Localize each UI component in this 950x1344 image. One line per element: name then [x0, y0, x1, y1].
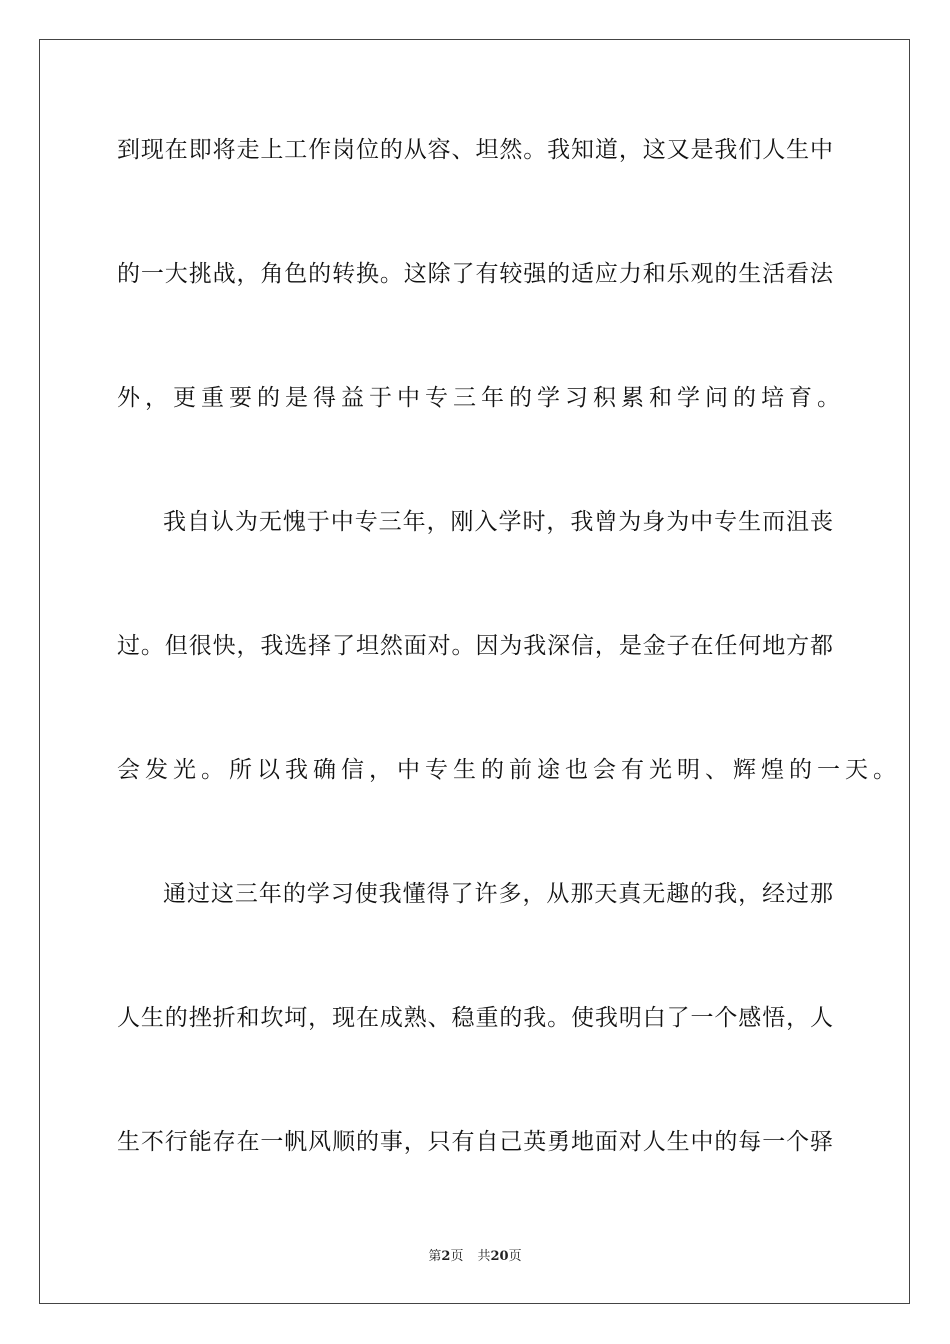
page-footer — [0, 1247, 950, 1267]
text-line: 会发光。所以我确信，中专生的前途也会有光明、辉煌的一天。 — [117, 757, 901, 783]
text-line: 到现在即将走上工作岗位的从容、坦然。我知道，这又是我们人生中 — [117, 137, 833, 163]
page-number: 2 — [441, 1249, 451, 1264]
text-line: 外，更重要的是得益于中专三年的学习积累和学问的培育。 — [117, 385, 845, 411]
text-line: 生不行能存在一帆风顺的事，只有自己英勇地面对人生中的每一个驿 — [117, 1129, 833, 1155]
text-line: 人生的挫折和坎坷，现在成熟、稳重的我。使我明白了一个感悟，人 — [117, 1005, 833, 1031]
total-pages-label: 共20页 — [477, 1249, 522, 1264]
text-line: 的一大挑战，角色的转换。这除了有较强的适应力和乐观的生活看法 — [117, 261, 833, 287]
page-number-label: 第2页 — [428, 1249, 464, 1264]
text-line: 过。但很快，我选择了坦然面对。因为我深信，是金子在任何地方都 — [117, 633, 833, 659]
page-border — [39, 39, 910, 1304]
paragraph-first-line: 我自认为无愧于中专三年，刚入学时，我曾为身为中专生而沮丧 — [163, 509, 833, 535]
paragraph-first-line: 通过这三年的学习使我懂得了许多，从那天真无趣的我，经过那 — [163, 881, 833, 907]
total-pages: 20 — [490, 1249, 509, 1264]
